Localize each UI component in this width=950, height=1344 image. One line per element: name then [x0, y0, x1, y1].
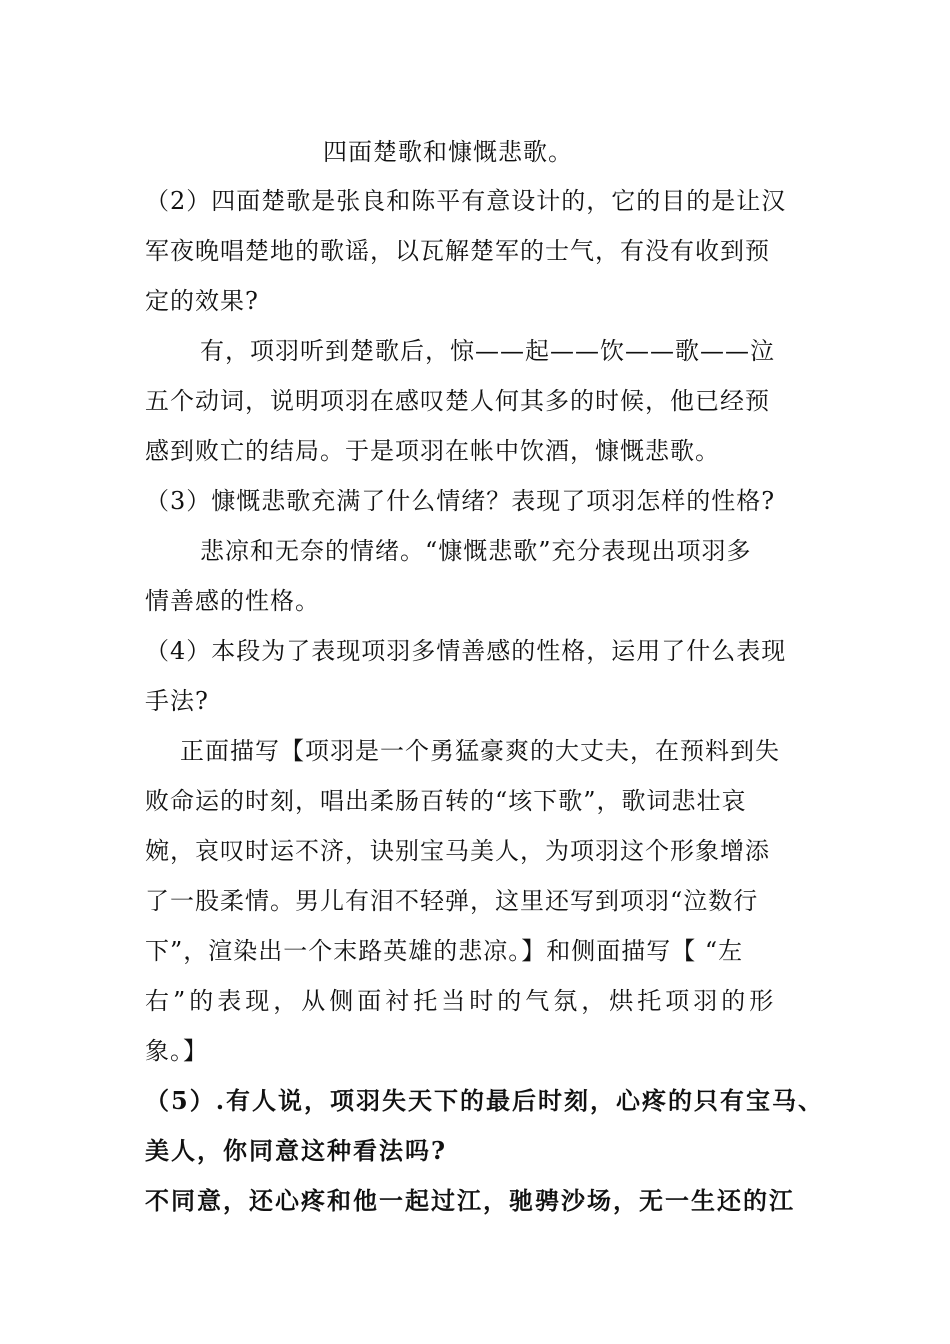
text-line: 感到败亡的结局。于是项羽在帐中饮酒，慷慨悲歌。: [145, 437, 720, 465]
text-line: 定的效果?: [145, 287, 259, 315]
answer-5-line: 不同意，还心疼和他一起过江，驰骋沙场，无一生还的江: [145, 1186, 795, 1215]
question-4-line: （4）本段为了表现项羽多情善感的性格，运用了什么表现: [145, 637, 787, 665]
text-line: 手法?: [145, 687, 209, 715]
text-line: 美人，你同意这种看法吗?: [145, 1136, 448, 1165]
text-line: 败命运的时刻，唱出柔肠百转的“垓下歌”，歌词悲壮哀: [145, 787, 747, 815]
text-line: 下”，渲染出一个末路英雄的悲凉。】和侧面描写【 “左: [145, 937, 744, 965]
text-line: 婉，哀叹时运不济，诀别宝马美人，为项羽这个形象增添: [145, 837, 770, 865]
question-3-line: （3）慷慨悲歌充满了什么情绪？表现了项羽怎样的性格?: [145, 487, 776, 515]
answer-3-line: 悲凉和无奈的情绪。“慷慨悲歌”充分表现出项羽多: [200, 537, 752, 565]
answer-4-line: 正面描写【项羽是一个勇猛豪爽的大丈夫，在预料到失: [180, 737, 780, 765]
text-line: 象。】: [145, 1037, 208, 1065]
text-line: 军夜晚唱楚地的歌谣，以瓦解楚军的士气，有没有收到预: [145, 237, 770, 265]
text-line: 右”的表现，从侧面衬托当时的气氛，烘托项羽的形: [145, 987, 778, 1015]
text-line: 五个动词，说明项羽在感叹楚人何其多的时候，他已经预: [145, 387, 770, 415]
answer-2-line: 有，项羽听到楚歌后，惊——起——饮——歌——泣: [200, 337, 775, 365]
text-line: 了一股柔情。男儿有泪不轻弹，这里还写到项羽“泣数行: [145, 887, 759, 915]
question-5-line: （5）.有人说，项羽失天下的最后时刻，心疼的只有宝马、: [145, 1086, 825, 1115]
text-line: 情善感的性格。: [145, 587, 320, 615]
text-line: 四面楚歌和慷慨悲歌。: [323, 138, 573, 166]
question-2-line: （2）四面楚歌是张良和陈平有意设计的，它的目的是让汉: [145, 187, 787, 215]
